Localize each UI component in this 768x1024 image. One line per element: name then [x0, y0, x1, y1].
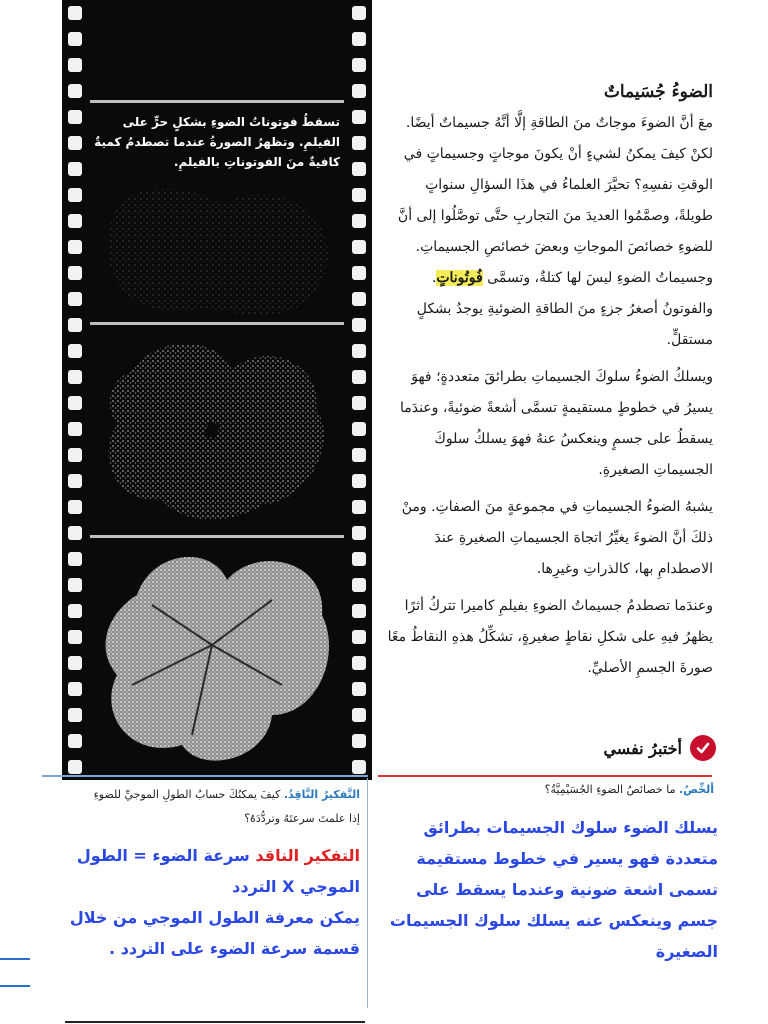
summarize-tag: ألخِّصُ. — [678, 783, 714, 796]
film-sprocket-holes-left — [68, 0, 82, 780]
divider-vertical — [367, 778, 368, 1008]
film-frame-bright-flower — [92, 545, 342, 775]
critical-thinking-tag: التَّفكيرُ النَّاقِدُ. — [283, 788, 360, 801]
margin-dash — [0, 985, 30, 987]
paragraph-behavior: ويسلكُ الضوءُ سلوكَ الجسيماتِ بطرائقَ متعددةٍ؛ فهوَ يسيرُ في خطوطٍ مستقيمةٍ تسمَّى أشعةً ضوئيةً، وعندَما يسقطُ على جسمٍ وينعكسُ عنهُ فهوَ يسلكُ سلوكَ الجسيماتِ الصغيرةِ. — [399, 369, 713, 478]
frame-divider — [90, 322, 344, 325]
film-frame-faint-flower — [92, 180, 342, 320]
summarize-question-text: ما خصائصُ الضوءِ الجُسَيْمِيَّةُ؟ — [544, 783, 676, 796]
self-check-label: أختبرُ نفسي — [603, 738, 682, 758]
highlighted-term: فُوتُوناتٍ — [436, 270, 483, 286]
margin-dash — [0, 958, 30, 960]
self-check-heading — [566, 735, 716, 761]
critical-thinking-answer — [48, 840, 360, 964]
paragraph-properties: يشبهُ الضوءُ الجسيماتِ في مجموعةٍ منَ الصفاتِ. ومنْ ذلكَ أنَّ الضوءَ يغيِّرُ اتجاهَ الجسيماتِ الصغيرةِ عندَ الاصطدامِ بها، كالذراتِ وغيرِها. — [401, 499, 713, 577]
summarize-question — [384, 783, 714, 796]
answer-formula: سرعة الضوء = الطول الموجي X التردد — [76, 846, 360, 896]
film-caption: تسقطُ فوتوناتُ الضوءِ بشكلٍ حرٍّ على الفيلمِ. وتظهرُ الصورةُ عندما تصطدمُ كميةٌ كافيةٌ منَ الفوتوناتِ بالفيلمِ. — [94, 115, 340, 169]
answer-explanation: يمكن معرفة الطول الموجي من خلال قسمة سرعة الضوء على التردد . — [69, 908, 360, 958]
answer-heading: التفكير الناقد — [255, 846, 360, 865]
frame-divider — [90, 100, 344, 103]
divider-blue — [42, 775, 368, 777]
film-strip-illustration — [62, 0, 372, 780]
check-icon — [690, 735, 716, 761]
divider-red — [378, 775, 712, 777]
critical-thinking-question-text: كيفَ يمكنُكَ حسابُ الطولِ الموجيِّ للضوءِ إذا علمتَ سرعتَهُ وتردُّدَهُ؟ — [93, 788, 360, 825]
paragraph-camera-film: وعندَما تصطدمُ جسيماتُ الضوءِ بفيلمِ كاميرا تتركُ أثرًا يظهرُ فيهِ على شكلِ نقاطٍ صغيرةٍ، تشكِّلُ هذهِ النقاطُ معًا صورةَ الجسمِ الأصليِّ. — [387, 598, 713, 676]
lesson-body — [385, 82, 713, 690]
bottom-rule — [65, 1021, 365, 1023]
frame-divider — [90, 535, 344, 538]
lesson-title: الضوءُ جُسَيماتٌ — [603, 82, 713, 102]
summarize-answer: يسلك الضوء سلوك الجسيمات بطرائق متعددة فهو يسير في خطوط مستقيمة تسمى اشعة ضونية وعندما يسقط على جسم وينعكس عنه يسلك سلوك الجسيمات الصغيرة — [389, 818, 718, 961]
film-sprocket-holes-right — [352, 0, 366, 780]
film-frame-medium-flower — [92, 330, 342, 530]
paragraph-photons: معَ أنَّ الضوءَ موجاتٌ منَ الطاقةِ إلَّا أنَّهُ جسيماتٌ أيضًا. لكنْ كيفَ يمكنُ لشيءٍ أنْ يكونَ موجاتٍ وجسيماتٍ في الوقتِ نفسِهِ؟ تحيَّرَ العلماءُ في هذَا السؤالِ سنواتٍ طويلةً، وصمَّمُوا العديدَ منَ التجاربِ حتَّى توصَّلُوا إلى أنَّ للضوءِ خصائصَ الموجاتِ وبعضَ خصائصِ الجسيماتِ. وجسيماتُ الضوءِ ليسَ لها كتلةٌ، وتسمَّى فُوتُوناتٍ. والفوتونُ أصغرُ جزءٍ منَ الطاقةِ الضوئيةِ يوجدُ بشكلٍ مستقلٍّ. — [397, 115, 713, 348]
critical-thinking-question — [92, 783, 360, 831]
